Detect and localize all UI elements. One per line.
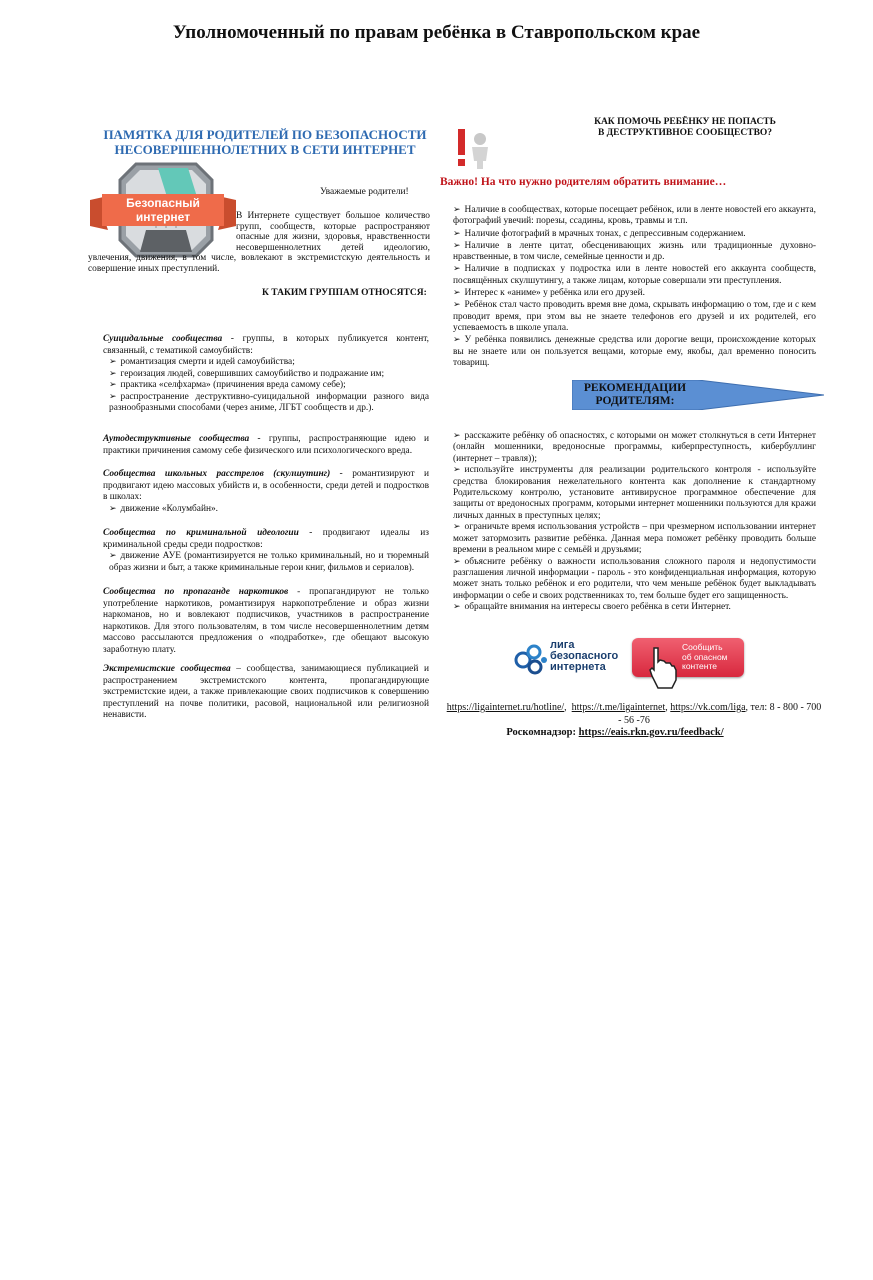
arrow-bullet-icon: ➢ (453, 264, 461, 275)
recommendations-line2: РОДИТЕЛЯМ: (595, 394, 675, 407)
memo-title-line1: ПАМЯТКА ДЛЯ РОДИТЕЛЕЙ ПО БЕЗОПАСНОСТИ (103, 127, 427, 142)
arrow-bullet-icon: ➢ (453, 602, 461, 613)
recommendations-list (453, 431, 816, 614)
list-item: ➢ Наличие в подписках у подростка или в ленте новостей его аккаунта сообществ, посвящённых скулшутингу, а также лицам, которые совершали эти преступления. (453, 264, 816, 286)
list-item: ➢ объясните ребёнку о важности использования сложного пароля и недопустимости разглашения личной информации - пароль - это конфиденциальная информация, которую может знать только ребёнок и его родители, что чем меньше ребёнок будет выкладывать информации о себе и своих родственниках то, тем больше будет его защищенность. (453, 556, 816, 601)
group-desc: - пропагандируют не только употребление наркотиков, романтизируя наркопотребление и образ жизни наркоманов, но и вовлекают подписчиков, участников в распространение наркотиков. Для этого пользователям, в том числе несовершеннолетним детям массово рассылаются предложения о «подработке», где обещают высокую заработную плату. (103, 587, 429, 655)
liga-line3: интернета (550, 661, 606, 673)
arrow-bullet-icon: ➢ (109, 380, 117, 390)
help-title (575, 117, 795, 139)
intro-paragraph: В Интернете существует большое количество групп, сообществ, которые распространяют опасные для жизни, здоровья, нравственности несовершеннолетних детей идеологию, увлечения, движения, в том числе, вовлекают в экстремистскую деятельность и совершение иных преступлений. (88, 211, 430, 274)
group-desc: романтизируют и продвигают идею массовых убийств и, в особенности, среди детей и подростков в школах: (103, 469, 429, 502)
list-item: ➢ ограничьте время использования устройств – при чрезмерном использовании интернет может затормозить развитие ребёнка. Данная мера поможет ребёнку проводить больше времени в реальном мире с семьёй и друзьями; (453, 522, 816, 555)
rkn-label: Роскомнадзор: (506, 727, 579, 738)
arrow-bullet-icon: ➢ (453, 228, 461, 239)
group-suicidal (103, 334, 429, 415)
memo-title-line2: НЕСОВЕРШЕННОЛЕТНИХ В СЕТИ ИНТЕРНЕТ (114, 142, 416, 157)
list-item: ➢ обращайте внимания на интересы своего ребёнка в сети Интернет. (453, 602, 731, 613)
group-drugs (103, 587, 429, 656)
list-item: ➢ Наличие в сообществах, которые посещает ребёнок, или в ленте новостей его аккаунта, фотографий увечий: порезы, ссадины, кровь, травмы и т.п. (453, 205, 816, 227)
list-item: ➢ движение АУЕ (романтизируется не только криминальный, но и тюремный образ жизни и быт, а также криминальные герои книг, фильмов и сериалов). (109, 551, 429, 573)
memo-title (95, 127, 435, 157)
list-item: ➢ героизация людей, совершивших самоубийство и подражание им; (109, 368, 385, 379)
recommendations-line1: РЕКОМЕНДАЦИИ (583, 382, 687, 394)
arrow-bullet-icon: ➢ (453, 240, 461, 251)
group-desc: продвигают идеалы из криминальной среды среди подростков: (103, 528, 429, 550)
arrow-bullet-icon: ➢ (453, 556, 461, 567)
roskomnadzor-contact (445, 727, 785, 738)
vk-link[interactable]: https://vk.com/liga (670, 702, 746, 713)
list-item: ➢ используйте инструменты для реализации родительского контроля - используйте средства блокирования нежелательного контента как дополнение к стандартному Родительскому контролю, установите антивирусное программное обеспечение для защиты от вредоносных программ, которыми интернет мошенники пользуются для кражи личных данных в преступных целях; (453, 465, 816, 521)
svg-text:Безопасный: Безопасный (126, 196, 200, 210)
arrow-bullet-icon: ➢ (453, 205, 461, 215)
arrow-bullet-icon: ➢ (453, 288, 461, 299)
arrow-bullet-icon: ➢ (453, 300, 461, 311)
important-heading: Важно! На что нужно родителям обратить внимание… (440, 176, 727, 188)
list-item: ➢ У ребёнка появились денежные средства или дорогие вещи, происхождение которых вы не знаете или он пользуется вещами, которые ему, якобы, дал временно поносить товарищ. (453, 335, 816, 368)
hotline-link[interactable]: https://ligainternet.ru/hotline/ (446, 702, 565, 713)
group-name: Сообщества школьных расстрелов (скулшутинг) - (103, 469, 343, 479)
group-criminal (103, 528, 429, 574)
groups-heading: К ТАКИМ ГРУППАМ ОТНОСЯТСЯ: (262, 288, 427, 298)
contact-links: https://ligainternet.ru/hotline/, https://t.me/ligainternet, https://vk.com/liga, тел: 8 - 800 - 700 - 56 -76 (446, 702, 822, 726)
group-schoolshooting (103, 469, 429, 515)
page-title: Уполномоченный по правам ребёнка в Ставропольском крае (172, 22, 701, 43)
svg-text:интернет: интернет (135, 210, 191, 224)
list-item: ➢ романтизация смерти и идей самоубийства; (109, 357, 295, 367)
warning-signs-list (453, 205, 816, 370)
liga-logo[interactable] (514, 638, 624, 680)
arrow-bullet-icon: ➢ (109, 503, 117, 514)
liga-line1: лига (550, 639, 575, 651)
arrow-bullet-icon: ➢ (453, 522, 461, 533)
rkn-link[interactable]: https://eais.rkn.gov.ru/feedback/ (578, 727, 724, 738)
list-item: ➢ движение «Колумбайн». (109, 503, 219, 514)
list-item: ➢ Интерес к «аниме» у ребёнка или его друзей. (453, 288, 645, 299)
greeting: Уважаемые родители! (320, 187, 409, 197)
list-item: ➢ Ребёнок стал часто проводить время вне дома, скрывать информацию о том, где и с кем проводит время, при этом вы не знаете телефонов его друзей и их родителей, его успеваемость в школе упала. (453, 300, 816, 333)
group-desc: группы, в которых публикуется контент, связанный, с тематикой самоубийств: (103, 334, 429, 356)
group-extremist (103, 664, 429, 722)
list-item: ➢ Наличие фотографий в мрачных тонах, с депрессивным содержанием. (453, 228, 746, 239)
group-name: Экстремистские сообщества (103, 664, 231, 674)
report-button-label: Сообщить об опасном контенте (682, 642, 728, 671)
liga-logo-icon (514, 642, 548, 678)
telegram-link[interactable]: https://t.me/ligainternet (571, 702, 666, 713)
group-name: Аутодеструктивные сообщества - (103, 434, 261, 444)
list-item: ➢ Наличие в ленте цитат, обесценивающих жизнь или традиционные духовно-нравственные, в том числе, семейные ценности и др. (453, 240, 816, 263)
group-desc: группы, распространяющие идею и практики причинения самому себе физического или психологического вреда. (103, 434, 429, 456)
group-autodestructive (103, 434, 429, 457)
list-item: ➢ расскажите ребёнку об опасностях, с которыми он может столкнуться в сети Интернет (онлайн мошенники, вредоносные программы, киберпреступность, кибербуллинг (интернет – травля)); (453, 431, 816, 464)
group-desc: – сообщества, занимающиеся публикацией и распространением экстремистского контента, пропагандирующие экстремистские идеи, а также привлекающие своих подписчиков к совершению преступлений на почве политики, расовой, национальной или религиозной ненависти. (103, 664, 429, 720)
help-title-line1: КАК ПОМОЧЬ РЕБЁНКУ НЕ ПОПАСТЬ (594, 117, 776, 127)
arrow-bullet-icon: ➢ (109, 551, 117, 561)
liga-line2: безопасного (550, 650, 619, 662)
report-dangerous-content-button[interactable] (632, 638, 744, 677)
arrow-bullet-icon: ➢ (453, 335, 461, 346)
group-name: Суицидальные сообщества - (103, 334, 234, 344)
arrow-bullet-icon: ➢ (109, 391, 117, 402)
phone-number: , тел: 8 - 800 - 700 - 56 -76 (618, 702, 822, 726)
group-name: Сообщества по пропаганде наркотиков (103, 587, 289, 597)
list-item: ➢ практика «селфхарма» (причинения вреда самому себе); (109, 380, 346, 390)
warning-person-icon (452, 127, 496, 171)
arrow-bullet-icon: ➢ (453, 465, 461, 476)
arrow-bullet-icon: ➢ (109, 368, 117, 379)
intro-text (88, 211, 430, 275)
group-name: Сообщества по криминальной идеологии - (103, 528, 313, 538)
arrow-bullet-icon: ➢ (453, 431, 461, 441)
list-item: ➢ распространение деструктивно-суицидальной информации разного вида разнообразными способами (через аниме, ЛГБТ сообществ и др.). (109, 391, 429, 413)
pointing-hand-icon (646, 646, 682, 690)
recommendations-heading (574, 382, 696, 407)
arrow-bullet-icon: ➢ (109, 357, 117, 367)
help-title-line2: В ДЕСТРУКТИВНОЕ СООБЩЕСТВО? (597, 128, 773, 138)
